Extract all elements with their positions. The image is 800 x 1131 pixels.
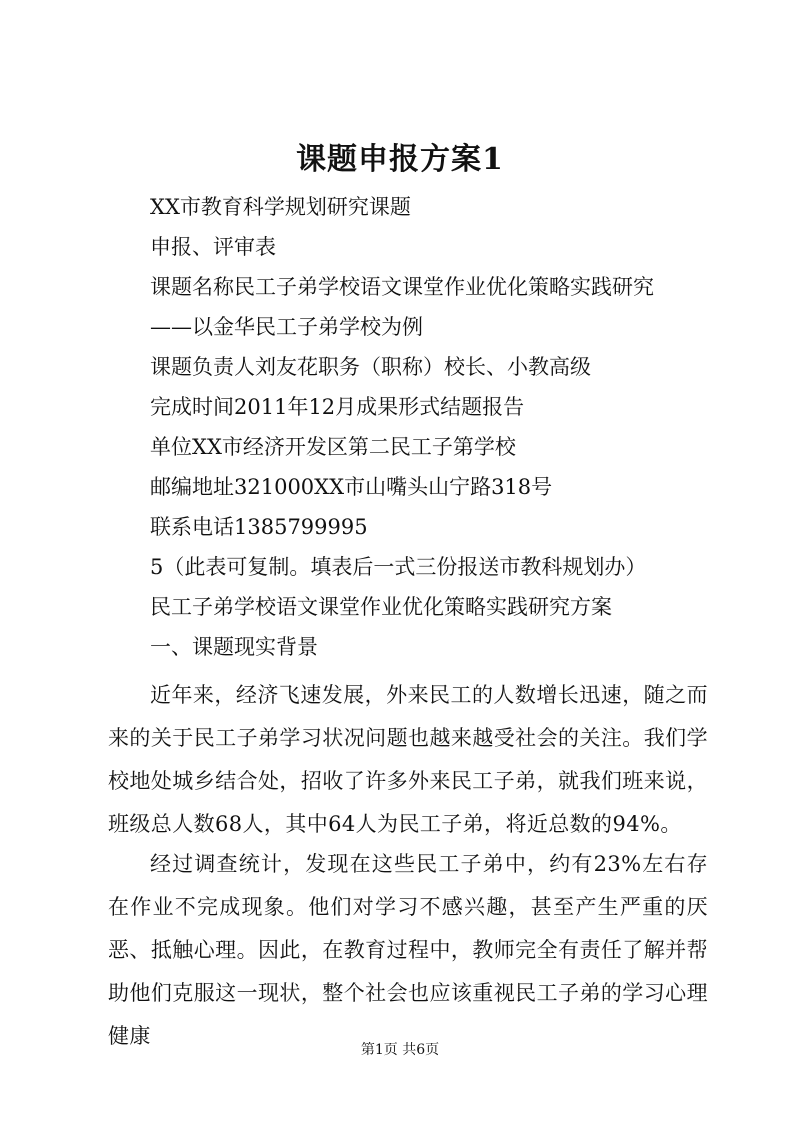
header-line-form-name: 申报、评审表 <box>150 235 276 259</box>
header-line-project-category: XX市教育科学规划研究课题 <box>150 195 411 219</box>
section-heading: 一、课题现实背景 <box>150 635 318 659</box>
body-paragraph: 经过调查统计，发现在这些民工子弟中，约有23%左右存在作业不完成现象。他们对学习不感兴趣，甚至产生严重的厌恶、抵触心理。因此，在教育过程中，教师完全有责任了解并帮助他们克服这一现状，整个社会也应该重视民工子弟的学习心理健康 <box>108 852 708 1048</box>
header-line-project-title: 课题名称民工子弟学校语文课堂作业优化策略实践研究 <box>150 275 654 299</box>
document-title: 课题申报方案1 <box>296 142 504 177</box>
header-line-subtitle: ——以金华民工子弟学校为例 <box>150 315 423 339</box>
header-line-note: 5（此表可复制。填表后一式三份报送市教科规划办） <box>150 555 647 579</box>
header-line-leader: 课题负责人刘友花职务（职称）校长、小教高级 <box>150 355 591 379</box>
header-line-address: 邮编地址321000XX市山嘴头山宁路318号 <box>150 475 553 499</box>
header-line-unit: 单位XX市经济开发区第二民工子第学校 <box>150 435 516 459</box>
header-line-completion: 完成时间2011年12月成果形式结题报告 <box>150 395 525 419</box>
body-paragraph: 近年来，经济飞速发展，外来民工的人数增长迅速，随之而来的关于民工子弟学习状况问题也越来越受社会的关注。我们学校地处城乡结合处，招收了许多外来民工子弟，就我们班来说，班级总人数68人，其中64人为民工子弟，将近总数的94%。 <box>108 683 708 836</box>
header-line-phone: 联系电话1385799995 <box>150 515 368 539</box>
page-number-footer: 第1页 共6页 <box>360 1042 440 1058</box>
plan-title: 民工子弟学校语文课堂作业优化策略实践研究方案 <box>150 595 612 619</box>
